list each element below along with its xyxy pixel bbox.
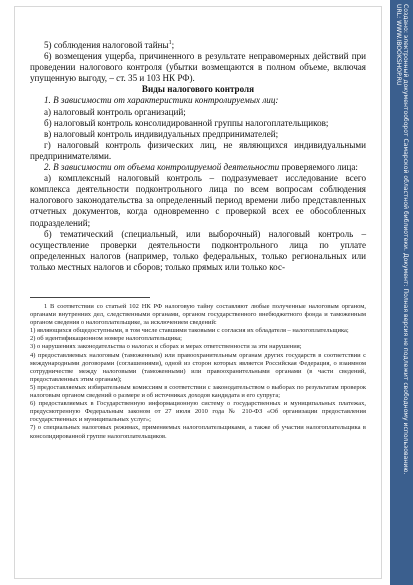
watermark-sidebar (390, 0, 413, 585)
footnotes (30, 303, 366, 441)
paragraph-thematic-control: б) тематический (специальный, или выборочный) налоговый контроль – осуществление проверки деятельности подконтрольного лица по уплате определенных налогов (например, только федеральных, только региональных или только местных налогов и сборов; только прямых или только кос- (30, 228, 366, 272)
document-body (30, 40, 366, 273)
footnote-item: 5) предоставляемых избирательным комиссиям в соответствии с законодательством о выборах по результатам проверок налоговым органом сведений о размере и об источниках доходов кандидата и его супруга; (30, 383, 366, 400)
list-item-g: г) налоговый контроль физических лиц, не являющихся индивидуальными предпринимателями. (30, 139, 366, 161)
footnote-item: 1 В соответствии со статьей 102 НК РФ налоговую тайну составляют любые полученные налоговым органом, органами внутренних дел, следственными органами, органом государственного внебюджетного фонда и таможенным органом сведения о налогоплательщике, за исключением сведений: (30, 303, 366, 327)
footnote-item: 2) об идентификационном номере налогоплательщика; (30, 335, 182, 343)
paragraph-tax-secret (30, 40, 366, 51)
list-item-v: в) налоговый контроль индивидуальных предпринимателей; (44, 128, 279, 139)
watermark-text (394, 4, 409, 581)
footnote-ref: 1 (168, 39, 172, 46)
footnote-item: 4) предоставляемых налоговым (таможенным) или правоохранительным органам других государств в соответствии с международными договорами (соглашениями), одной из сторон которых является Российская Федерация, о взаимном сотрудничестве между налоговыми (таможенными) или правоохранительными органами (в части сведений, предоставленных этим органам); (30, 351, 366, 383)
paragraph-text: 5) соблюдения налоговой тайны (44, 40, 169, 50)
paragraph-damage: 6) возмещения ущерба, причиненного в результате неправомерных действий при проведении налогового контроля (убытки возмещаются в полном объеме, включая упущенную выгоду, – ст. 35 и 103 НК РФ). (30, 51, 366, 84)
footnote-item: 1) являющихся общедоступными, в том числе ставшими таковыми с согласия их обладателя – налогоплательщика; (30, 327, 349, 335)
watermark-line-1: Создано: электронный документооборот Самарской областной библиотеки. Документ: Полная версия не подлежит свободному использованию. (402, 4, 409, 475)
subsection-2 (30, 162, 366, 173)
footnote-item: 3) о нарушениях законодательства о налогах и сборах и мерах ответственности за эти нарушения; (30, 343, 302, 351)
footnote-item: 7) о специальных налоговых режимах, применяемых налогоплательщиками, а также об участии налогоплательщика в консолидированной группе налогоплательщиков. (30, 424, 366, 440)
paragraph-complex-control: а) комплексный налоговый контроль – подразумевает исследование всего комплекса деятельности подконтрольного лица по всем вопросам соблюдения налогового законодательства за определенный период времени либо представленных отчетных документов, когда одновременно с проверкой всех ее обособленных подразделений; (30, 173, 366, 228)
subsection-2-italic: 2. В зависимости от объема контролируемой деятельности (44, 162, 280, 173)
section-heading: Виды налогового контроля (141, 84, 255, 95)
paragraph-tail: ; (171, 40, 175, 50)
watermark-line-2: URL: WWW.IBOOKSHOP.RU (394, 4, 402, 86)
footnote-item: 6) предоставляемых в Государственную информационную систему о государственных и муниципальных платежах, предусмотренную Федеральным законом от 27 июля 2010 года № 210-ФЗ «Об организации предоставления государственных и муниципальных услуг»; (30, 400, 366, 424)
subsection-1: 1. В зависимости от характеристики контролируемых лиц: (44, 95, 279, 106)
footnote-separator (30, 297, 150, 298)
list-item-a: а) налоговый контроль организаций; (44, 106, 186, 117)
list-item-b: б) налоговый контроль консолидированной группы налогоплательщиков; (44, 117, 329, 128)
subsection-2-tail: проверяемого лица: (279, 162, 358, 173)
